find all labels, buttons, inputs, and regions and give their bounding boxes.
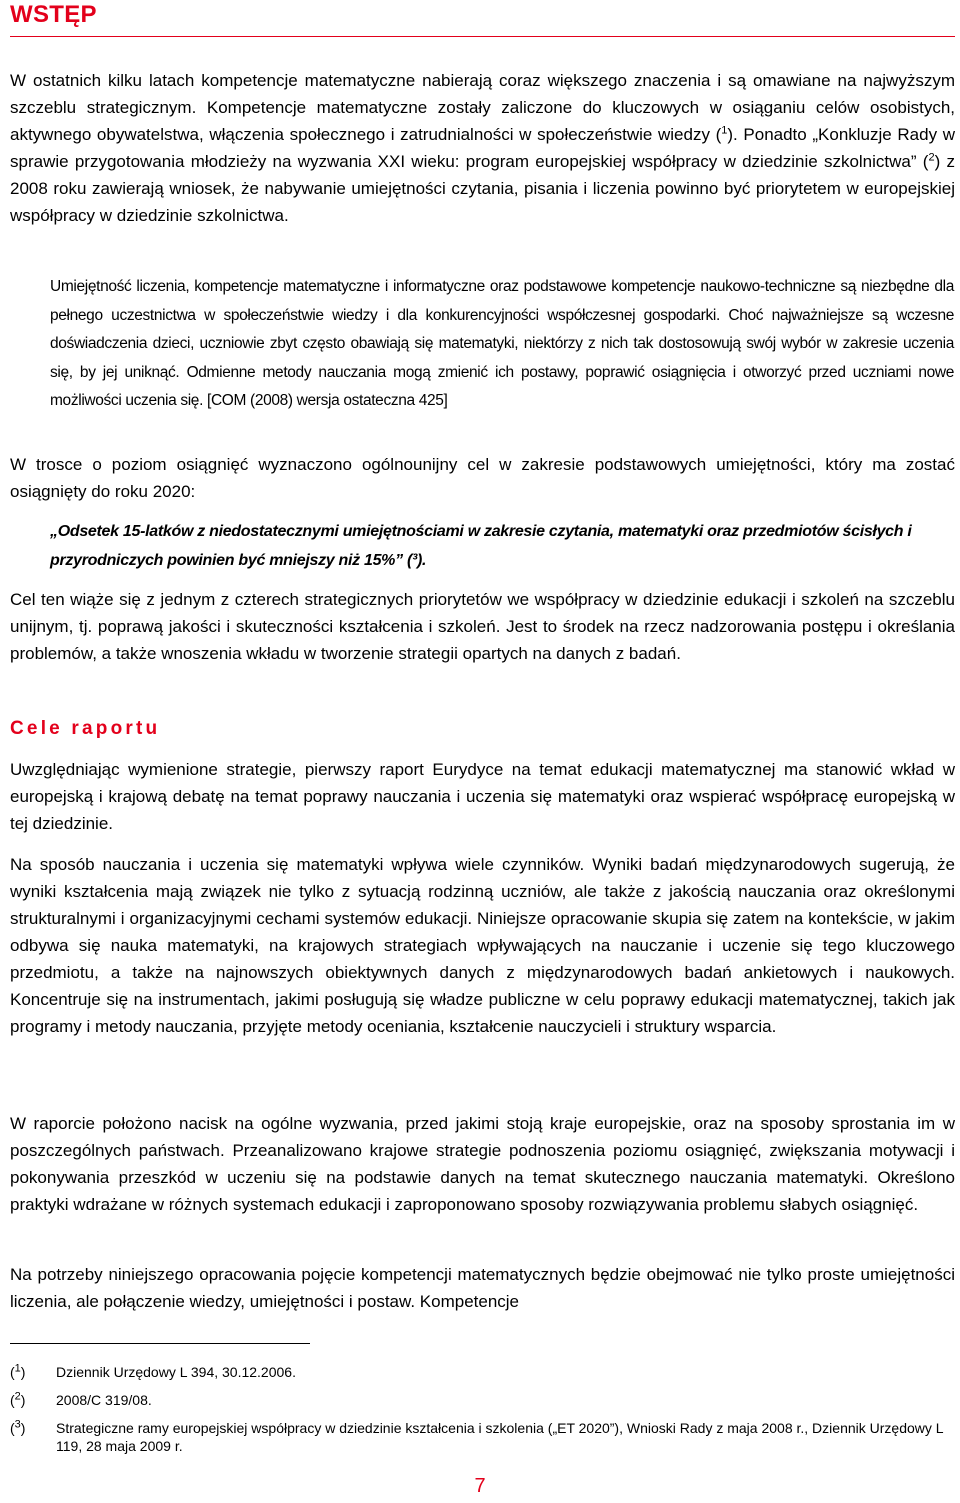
footnote-ref-1[interactable]: 1 bbox=[721, 124, 728, 137]
body-paragraph-2: Na sposób nauczania i uczenia się matematyki wpływa wiele czynników. Wyniki badań międzynarodowych sugerują, że wyniki kształcenia mają związek nie tylko z sytuacją rodzinną uczniów, ale także z jakością nauczania oraz określonymi strukturalnymi i organizacyjnymi cechami systemów edukacji. Niniejsze opracowanie skupia się zatem na kontekście, w jakim odbywa się nauka matematyki, na krajowych strategiach wpływających na nauczanie i uczenie się tego kluczowego przedmiotu, a także na najnowszych obiektywnych danych z międzynarodowych badań ankietowych i naukowych. Koncentruje się na instrumentach, jakimi posługują się władze publiczne w celu poprawy edukacji matematycznej, takich jak programy i metody nauczania, przyjęte metody oceniania, kształcenie nauczycieli i struktury wsparcia. bbox=[10, 855, 955, 1036]
footnote-text: Dziennik Urzędowy L 394, 30.12.2006. bbox=[56, 1364, 296, 1380]
body-paragraph-3: W raporcie położono nacisk na ogólne wyzwania, przed jakimi stoją kraje europejskie, oraz na sposoby sprostania im w poszczególnych państwach. Przeanalizowano krajowe strategie podnoszenia poziomu osiągnięć, zwiększania motywacji i pokonywania przeszkód w uczeniu się na podstawie danych na temat skutecznego nauczania matematyki. Określono praktyki wdrażane w różnych systemach edukacji i zaproponowano sposoby rozwiązywania problemu słabych osiągnięć. bbox=[10, 1114, 955, 1214]
intro-text-3: ) z 2008 roku zawierają wniosek, że nabywanie umiejętności czytania, pisania i liczenia powinno być priorytetem w europejskiej współpracy w dziedzinie szkolnictwa. bbox=[10, 152, 955, 225]
subheading-report-goals: Cele raportu bbox=[10, 718, 161, 739]
page-number: 7 bbox=[474, 1475, 486, 1497]
footnote-mark: ($^3$) bbox=[10, 1418, 26, 1436]
section-heading: WSTĘP bbox=[10, 1, 97, 28]
quote-block: Umiejętność liczenia, kompetencje matematyczne i informatyczne oraz podstawowe kompetencje naukowo-techniczne są niezbędne dla pełnego uczestnictwa w społeczeństwie wiedzy i dla konkurencyjności współczesnej gospodarki. Choć najważniejsze są wczesne doświadczenia dzieci, uczniowie zbyt często obawiają się matematyki, niektórzy z nich tak dostosowują swój wybór w zakresie uczenia się, by jej uniknąć. Odmienne metody nauczania mogą zmienić ich postawy, poprawić osiągnięcia i otworzyć przed uczniami nowe możliwości uczenia się. [COM (2008) wersja ostateczna 425] bbox=[50, 278, 954, 409]
intro-text-1: W ostatnich kilku latach kompetencje matematyczne nabierają coraz większego znaczenia i są omawiane na najwyższym szczeblu strategicznym. Kompetencje matematyczne zostały zaliczone do kluczowych w osiąganiu celów osobistych, aktywnego obywatelstwa, włączenia społecznego i zatrudnialności w społeczeństwie wiedzy ( bbox=[10, 71, 955, 144]
intro-text-2: ). Ponadto „Konkluzje Rady w sprawie przygotowania młodzieży na wyzwania XXI wieku: program europejskiej współpracy w dziedzinie szkolnictwa” ( bbox=[10, 125, 955, 171]
footnote-text: 2008/C 319/08. bbox=[56, 1392, 152, 1408]
footnote-mark: ($^2$) bbox=[10, 1390, 26, 1408]
footnote-text: Strategiczne ramy europejskiej współpracy w dziedzinie kształcenia i szkolenia („ET 2020”), Wnioski Rady z maja 2008 r., Dziennik Urzędowy L 119, 28 maja 2009 r. bbox=[56, 1420, 944, 1454]
body-paragraph-1: Uwzględniając wymienione strategie, pierwszy raport Eurydyce na temat edukacji matematycznej ma stanowić wkład w europejską i krajową debatę na temat poprawy nauczania i uczenia się matematyki oraz wspierać współpracę europejską w tej dziedzinie. bbox=[10, 760, 955, 833]
body-paragraph-4: Na potrzeby niniejszego opracowania pojęcie kompetencji matematycznych będzie obejmować nie tylko proste umiejętności liczenia, ale połączenie wiedzy, umiejętności i postaw. Kompetencje bbox=[10, 1265, 955, 1311]
heading-rule bbox=[10, 36, 955, 37]
intro-paragraph bbox=[10, 67, 955, 229]
eu-target-statement: „Odsetek 15-latków z niedostatecznymi umiejętnościami w zakresie czytania, matematyki oraz przedmiotów ścisłych i przyrodniczych powinien być mniejszy niż 15%” (³). bbox=[50, 523, 912, 569]
footnote-mark: ($^1$) bbox=[10, 1362, 26, 1380]
target-intro: W trosce o poziom osiągnięć wyznaczono ogólnounijny cel w zakresie podstawowych umiejętności, który ma zostać osiągnięty do roku 2020: bbox=[10, 455, 955, 501]
footnote-separator bbox=[10, 1343, 310, 1344]
target-goal-paragraph: Cel ten wiąże się z jednym z czterech strategicznych priorytetów we współpracy w dziedzinie edukacji i szkoleń na szczeblu unijnym, tj. poprawą jakości i skuteczności kształcenia i szkoleń. Jest to środek na rzecz nadzorowania postępu i określania problemów, a także wnoszenia wkładu w tworzenie strategii opartych na danych z badań. bbox=[10, 590, 955, 663]
footnote-ref-2[interactable]: 2 bbox=[928, 151, 935, 164]
